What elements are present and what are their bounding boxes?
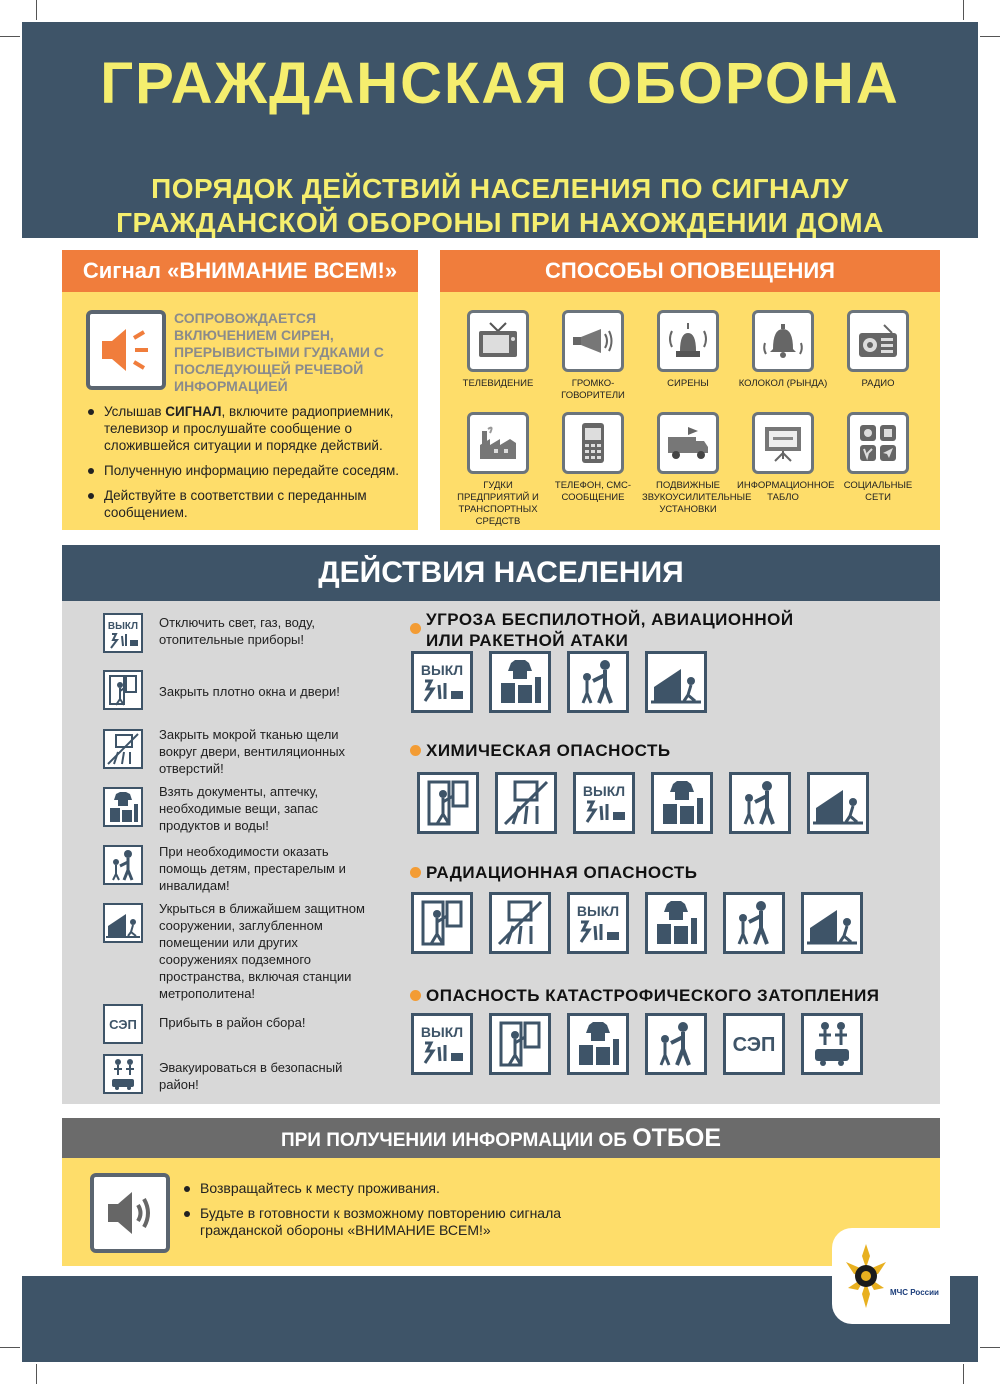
notification-label: ПОДВИЖНЫЕ ЗВУКОУСИЛИТЕЛЬНЫЕ УСТАНОВКИ xyxy=(642,480,752,515)
hazard-title-radiation: РАДИАЦИОННАЯ ОПАСНОСТЬ xyxy=(426,863,698,882)
otboy-bullet-1: Возвращайтесь к месту проживания. xyxy=(180,1180,620,1197)
siren-icon xyxy=(657,310,719,372)
signal-bullet-2: Полученную информацию передайте соседям. xyxy=(84,462,404,479)
signal-bar: Сигнал «ВНИМАНИЕ ВСЕМ!» xyxy=(62,250,418,292)
subtitle-line-1: ПОРЯДОК ДЕЙСТВИЙ НАСЕЛЕНИЯ ПО СИГНАЛУ xyxy=(151,173,849,204)
svg-text:ВЫКЛ: ВЫКЛ xyxy=(420,1024,464,1040)
svg-text:ВЫКЛ: ВЫКЛ xyxy=(420,662,464,678)
page-header xyxy=(22,22,978,238)
hazard-bullet xyxy=(410,745,421,756)
notification-label: ТЕЛЕФОН, СМС-СООБЩЕНИЕ xyxy=(554,480,632,503)
notification-label: ГРОМКО-ГОВОРИТЕЛИ xyxy=(561,378,625,401)
social-icon xyxy=(847,412,909,474)
signal-bullets xyxy=(84,403,404,529)
action-text-5: При необходимости оказать помощь детям, престарелым и инвалидам! xyxy=(159,844,346,893)
notification-item-phone xyxy=(547,412,639,504)
action-text-7: Прибыть в район сбора! xyxy=(159,1015,306,1030)
notification-item-siren xyxy=(642,310,734,390)
notification-item-loudspeaker xyxy=(547,310,639,402)
notification-item-bell xyxy=(737,310,829,390)
notification-item-factory xyxy=(452,412,544,528)
shelter-icon xyxy=(103,903,143,943)
action-text-8: Эвакуироваться в безопасный район! xyxy=(159,1060,343,1092)
supplies-icon xyxy=(103,787,143,827)
page-subtitle xyxy=(22,172,978,240)
emblem-caption: МЧС России xyxy=(890,1288,939,1297)
notification-item-board xyxy=(737,412,835,504)
close-windows-icon xyxy=(103,670,143,710)
emblem-icon xyxy=(842,1242,890,1312)
sep-label: СЭП xyxy=(109,1017,137,1032)
radio-icon xyxy=(847,310,909,372)
signal-bullet-1: Услышав СИГНАЛ, включите радиоприемник, телевизор и прослушайте сообщение о сложившейся ситуации и порядке действий. xyxy=(84,403,404,454)
otboy-bar: ПРИ ПОЛУЧЕНИИ ИНФОРМАЦИИ ОБ ОТБОЕ xyxy=(62,1118,940,1158)
loudspeaker-icon xyxy=(562,310,624,372)
phone-icon xyxy=(562,412,624,474)
signal-description: СОПРОВОЖДАЕТСЯ ВКЛЮЧЕНИЕМ СИРЕН, ПРЕРЫВИСТЫМИ ГУДКАМИ С ПОСЛЕДУЮЩЕЙ РЕЧЕВОЙ ИНФОРМАЦИЕЙ xyxy=(174,310,384,394)
notification-bar: СПОСОБЫ ОПОВЕЩЕНИЯ xyxy=(440,250,940,292)
actions-bar: ДЕЙСТВИЯ НАСЕЛЕНИЯ xyxy=(62,545,940,601)
hazard-bullet xyxy=(410,623,421,634)
hazard-bullet xyxy=(410,990,421,1001)
action-text-1: Отключить свет, газ, воду, отопительные приборы! xyxy=(159,615,315,647)
notification-label: КОЛОКОЛ (РЫНДА) xyxy=(738,378,828,389)
speaker-icon xyxy=(90,1173,170,1253)
notification-label: ГУДКИ ПРЕДПРИЯТИЙ И ТРАНСПОРТНЫХ СРЕДСТВ xyxy=(457,480,539,527)
notification-item-tv xyxy=(452,310,544,390)
subtitle-line-2: ГРАЖДАНСКОЙ ОБОРОНЫ ПРИ НАХОЖДЕНИИ ДОМА xyxy=(116,207,884,238)
power-off-icon xyxy=(103,613,143,653)
tv-icon xyxy=(467,310,529,372)
hazard-title-flood: ОПАСНОСТЬ КАТАСТРОФИЧЕСКОГО ЗАТОПЛЕНИЯ xyxy=(426,986,880,1005)
action-text-2: Закрыть плотно окна и двери! xyxy=(159,684,340,699)
board-icon xyxy=(752,412,814,474)
truck-icon xyxy=(657,412,719,474)
notification-item-truck xyxy=(642,412,752,516)
notification-label: ИНФОРМАЦИОННОЕ ТАБЛО xyxy=(737,480,835,503)
hazard-bullet xyxy=(410,867,421,878)
page-title: ГРАЖДАНСКАЯ ОБОРОНА xyxy=(100,51,900,116)
help-people-icon xyxy=(103,845,143,885)
hazard-title-chemical: ХИМИЧЕСКАЯ ОПАСНОСТЬ xyxy=(426,741,671,760)
seal-gaps-icon xyxy=(103,729,143,769)
notification-item-radio xyxy=(832,310,924,390)
signal-bullet-3: Действуйте в соответствии с переданным сообщением. xyxy=(84,487,404,521)
notification-label: РАДИО xyxy=(861,378,895,389)
otboy-bullet-2: Будьте в готовности к возможному повторению сигнала гражданской обороны «ВНИМАНИЕ ВСЕМ!» xyxy=(180,1205,620,1239)
notification-label: СОЦИАЛЬНЫЕ СЕТИ xyxy=(843,480,913,503)
hazard-title-attack: УГРОЗА БЕСПИЛОТНОЙ, АВИАЦИОННОЙ ИЛИ РАКЕТНОЙ АТАКИ xyxy=(426,610,794,650)
action-text-3: Закрыть мокрой тканью щели вокруг двери, вентиляционных отверстий! xyxy=(159,727,346,776)
action-text-4: Взять документы, аптечку, необходимые вещи, запас продуктов и воды! xyxy=(159,784,319,833)
svg-text:ВЫКЛ: ВЫКЛ xyxy=(576,903,620,919)
off-label: ВЫКЛ xyxy=(107,621,139,632)
speaker-icon xyxy=(86,310,166,390)
assembly-point-icon xyxy=(103,1004,143,1044)
evacuate-icon xyxy=(103,1054,143,1094)
svg-text:ВЫКЛ: ВЫКЛ xyxy=(582,783,626,799)
action-text-6: Укрыться в ближайшем защитном сооружении, заглубленном помещении или других сооружениях подземного пространства, включая станции метрополитена! xyxy=(159,901,365,1001)
notification-label: СИРЕНЫ xyxy=(667,378,709,389)
svg-text:СЭП: СЭП xyxy=(732,1034,776,1056)
factory-icon xyxy=(467,412,529,474)
bell-icon xyxy=(752,310,814,372)
emchs-emblem xyxy=(832,1228,950,1324)
notification-item-social xyxy=(832,412,924,504)
otboy-bullets xyxy=(180,1180,620,1247)
notification-label: ТЕЛЕВИДЕНИЕ xyxy=(462,378,534,389)
